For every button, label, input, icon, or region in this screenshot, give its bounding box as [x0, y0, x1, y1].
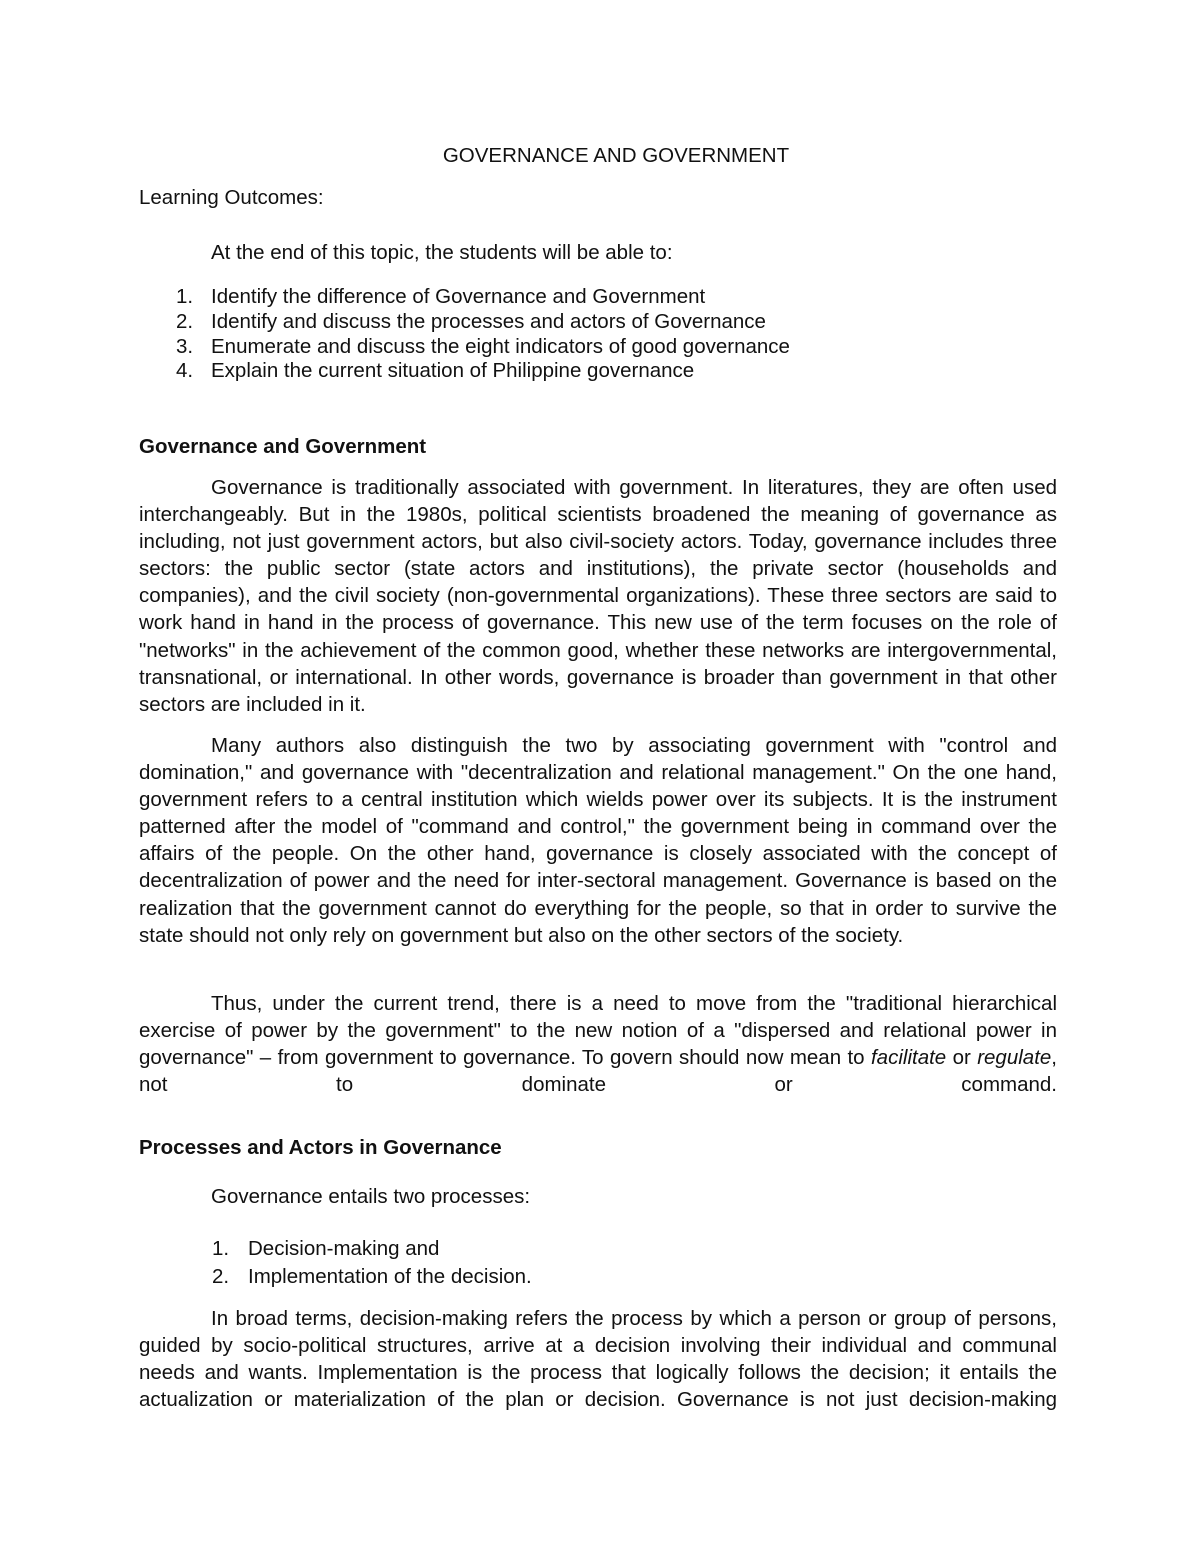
section-heading-processes-and-actors: Processes and Actors in Governance — [139, 1136, 502, 1159]
learning-outcomes-intro: At the end of this topic, the students will be able to: — [211, 241, 673, 264]
paragraph-current-trend — [139, 990, 1057, 1098]
emphasis-facilitate: facilitate — [870, 1046, 947, 1070]
learning-outcomes-label: Learning Outcomes: — [139, 186, 324, 209]
paragraph-text: Many authors also distinguish the two by associating government with "control and domination," and governance with "decentralization and relational management." On the one hand, government refers to a central institution which wields power over its subjects. It is the instrument patterned after the model of "command and control," the government being in command over the affairs of the people. On the other hand, governance is closely associated with the concept of decentralization of power and the need for inter-sectoral management. Governance is based on the realization that the government cannot do everything for the people, so that in order to survive the state should not only rely on government but also on the other sectors of the society. — [139, 734, 1057, 947]
paragraph-text: Governance is traditionally associated with government. In literatures, they are often used interchangeably. But in the 1980s, political scientists broadened the meaning of governance as including, not just government actors, but also civil-society actors. Today, governance includes three sectors: the public sector (state actors and institutions), the private sector (households and companies), and the civil society (non-governmental organizations). These three sectors are said to work hand in hand in the process of governance. This new use of the term focuses on the role of "networks" in the achievement of the common good, whether these networks are intergovernmental, transnational, or international. In other words, governance is broader than government in that other sectors are included in it. — [139, 476, 1057, 716]
paragraph-governance-definition — [139, 474, 1057, 718]
emphasis-regulate: regulate — [977, 1046, 1052, 1070]
list-item: Identify the difference of Governance and Government — [211, 285, 706, 308]
list-item-number: 2. — [212, 1265, 230, 1288]
paragraph-control-vs-decentralization — [139, 732, 1057, 949]
list-item-number: 3. — [176, 335, 194, 358]
list-item-number: 4. — [176, 359, 194, 382]
paragraph-decision-making — [139, 1305, 1057, 1413]
list-item-number: 2. — [176, 310, 194, 333]
list-item: Decision-making and — [248, 1237, 440, 1260]
paragraph-text: Thus, under the current trend, there is a need to move from the "traditional hierarchical exercise of power by the government" to the new notion of a "dispersed and relational power in governance" – from government to governance. To govern should now mean to facilitate or regulate, not to dominate or command. — [139, 992, 1057, 1097]
list-item: Explain the current situation of Philippine governance — [211, 359, 695, 382]
list-item: Enumerate and discuss the eight indicators of good governance — [211, 335, 790, 358]
processes-intro: Governance entails two processes: — [211, 1185, 531, 1208]
paragraph-text: In broad terms, decision-making refers the process by which a person or group of persons, guided by socio-political structures, arrive at a decision involving their individual and communal needs and wants. Implementation is the process that logically follows the decision; it entails the actualization or materialization of the plan or decision. Governance is not just decision-making — [139, 1307, 1057, 1412]
section-heading-governance-and-government: Governance and Government — [139, 435, 427, 458]
list-item: Implementation of the decision. — [248, 1265, 532, 1288]
list-item-number: 1. — [212, 1237, 230, 1260]
list-item: Identify and discuss the processes and actors of Governance — [211, 310, 766, 333]
list-item-number: 1. — [176, 285, 194, 308]
document-title: GOVERNANCE AND GOVERNMENT — [442, 144, 790, 167]
